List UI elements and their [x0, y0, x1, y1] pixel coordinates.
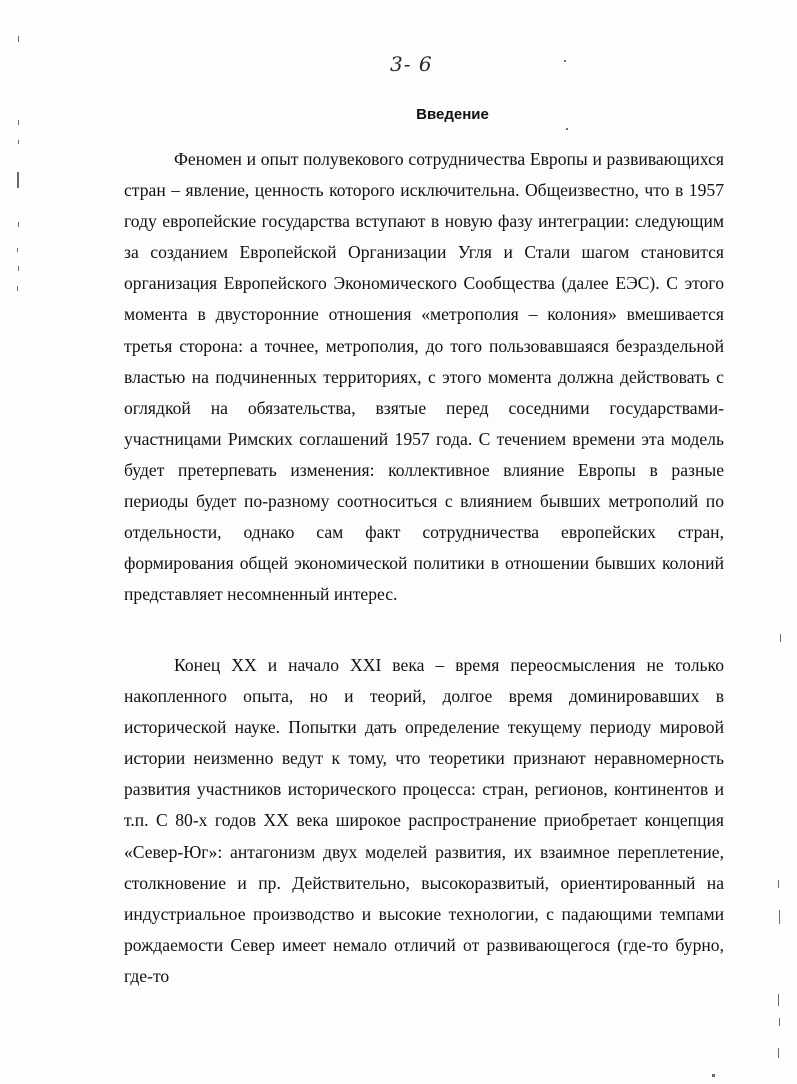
scan-artifact: [778, 994, 779, 1006]
paragraph-1: [124, 144, 724, 610]
scan-artifact: [779, 1018, 780, 1026]
scan-artifact: [17, 172, 19, 188]
scan-artifact: [18, 266, 19, 271]
scan-artifact: [18, 36, 19, 42]
scan-artifact: [779, 910, 780, 924]
scan-artifact: [564, 60, 566, 62]
scan-artifact: [778, 1048, 779, 1058]
scan-artifact: [712, 1074, 715, 1077]
scan-artifact: [18, 222, 19, 227]
scan-artifact: [18, 140, 19, 144]
scan-artifact: [780, 634, 781, 642]
scan-artifact: [778, 880, 779, 888]
paragraph-text: Феномен и опыт полувекового сотрудничества Европы и развивающихся стран – явление, ценность которого исключительна. Общеизвестно, что в 1957 году европейские государства вступают в новую фазу интеграции: следующим за созданием Европейской Организации Угля и Стали шагом становится организация Европейского Экономического Сообщества (далее ЕЭС). С этого момента в двусторонние отношения «метрополия – колония» вмешивается третья сторона: а точнее, метрополия, до того пользовавшаяся безраздельной властью на подчиненных территориях, с этого момента должна действовать с оглядкой на обязательства, взятые перед соседними государствами-участницами Римских соглашений 1957 года. С течением времени эта модель будет претерпевать изменения: коллективное влияние Европы в разные периоды будет по-разному соотноситься с влиянием бывших метрополий по отдельности, однако сам факт сотрудничества европейских стран, формирования общей экономической политики в отношении бывших колоний представляет несомненный интерес.: [124, 149, 724, 605]
scan-artifact: [566, 128, 568, 130]
paragraph-text: Конец XX и начало XXI века – время переосмысления не только накопленного опыта, но и теорий, долгое время доминировавших в исторической науке. Попытки дать определение текущему периоду мировой истории неизменно ведут к тому, что теоретики признают неравномерность развития участников исторического процесса: стран, регионов, континентов и т.п. С 80-х годов XX века широкое распространение приобретает концепция «Север-Юг»: антагонизм двух моделей развития, их взаимное переплетение, столкновение и пр. Действительно, высокоразвитый, ориентированный на индустриальное производство и высокие технологии, с падающими темпами рождаемости Север имеет немало отличий от развивающегося (где-то бурно, где-то: [124, 655, 724, 986]
scan-artifact: [18, 120, 19, 125]
handwritten-page-number: 3- 6: [390, 52, 433, 76]
scan-artifact: [17, 286, 18, 291]
paragraph-2: [124, 650, 724, 992]
section-heading: Введение: [416, 106, 489, 123]
scan-artifact: [17, 248, 18, 252]
